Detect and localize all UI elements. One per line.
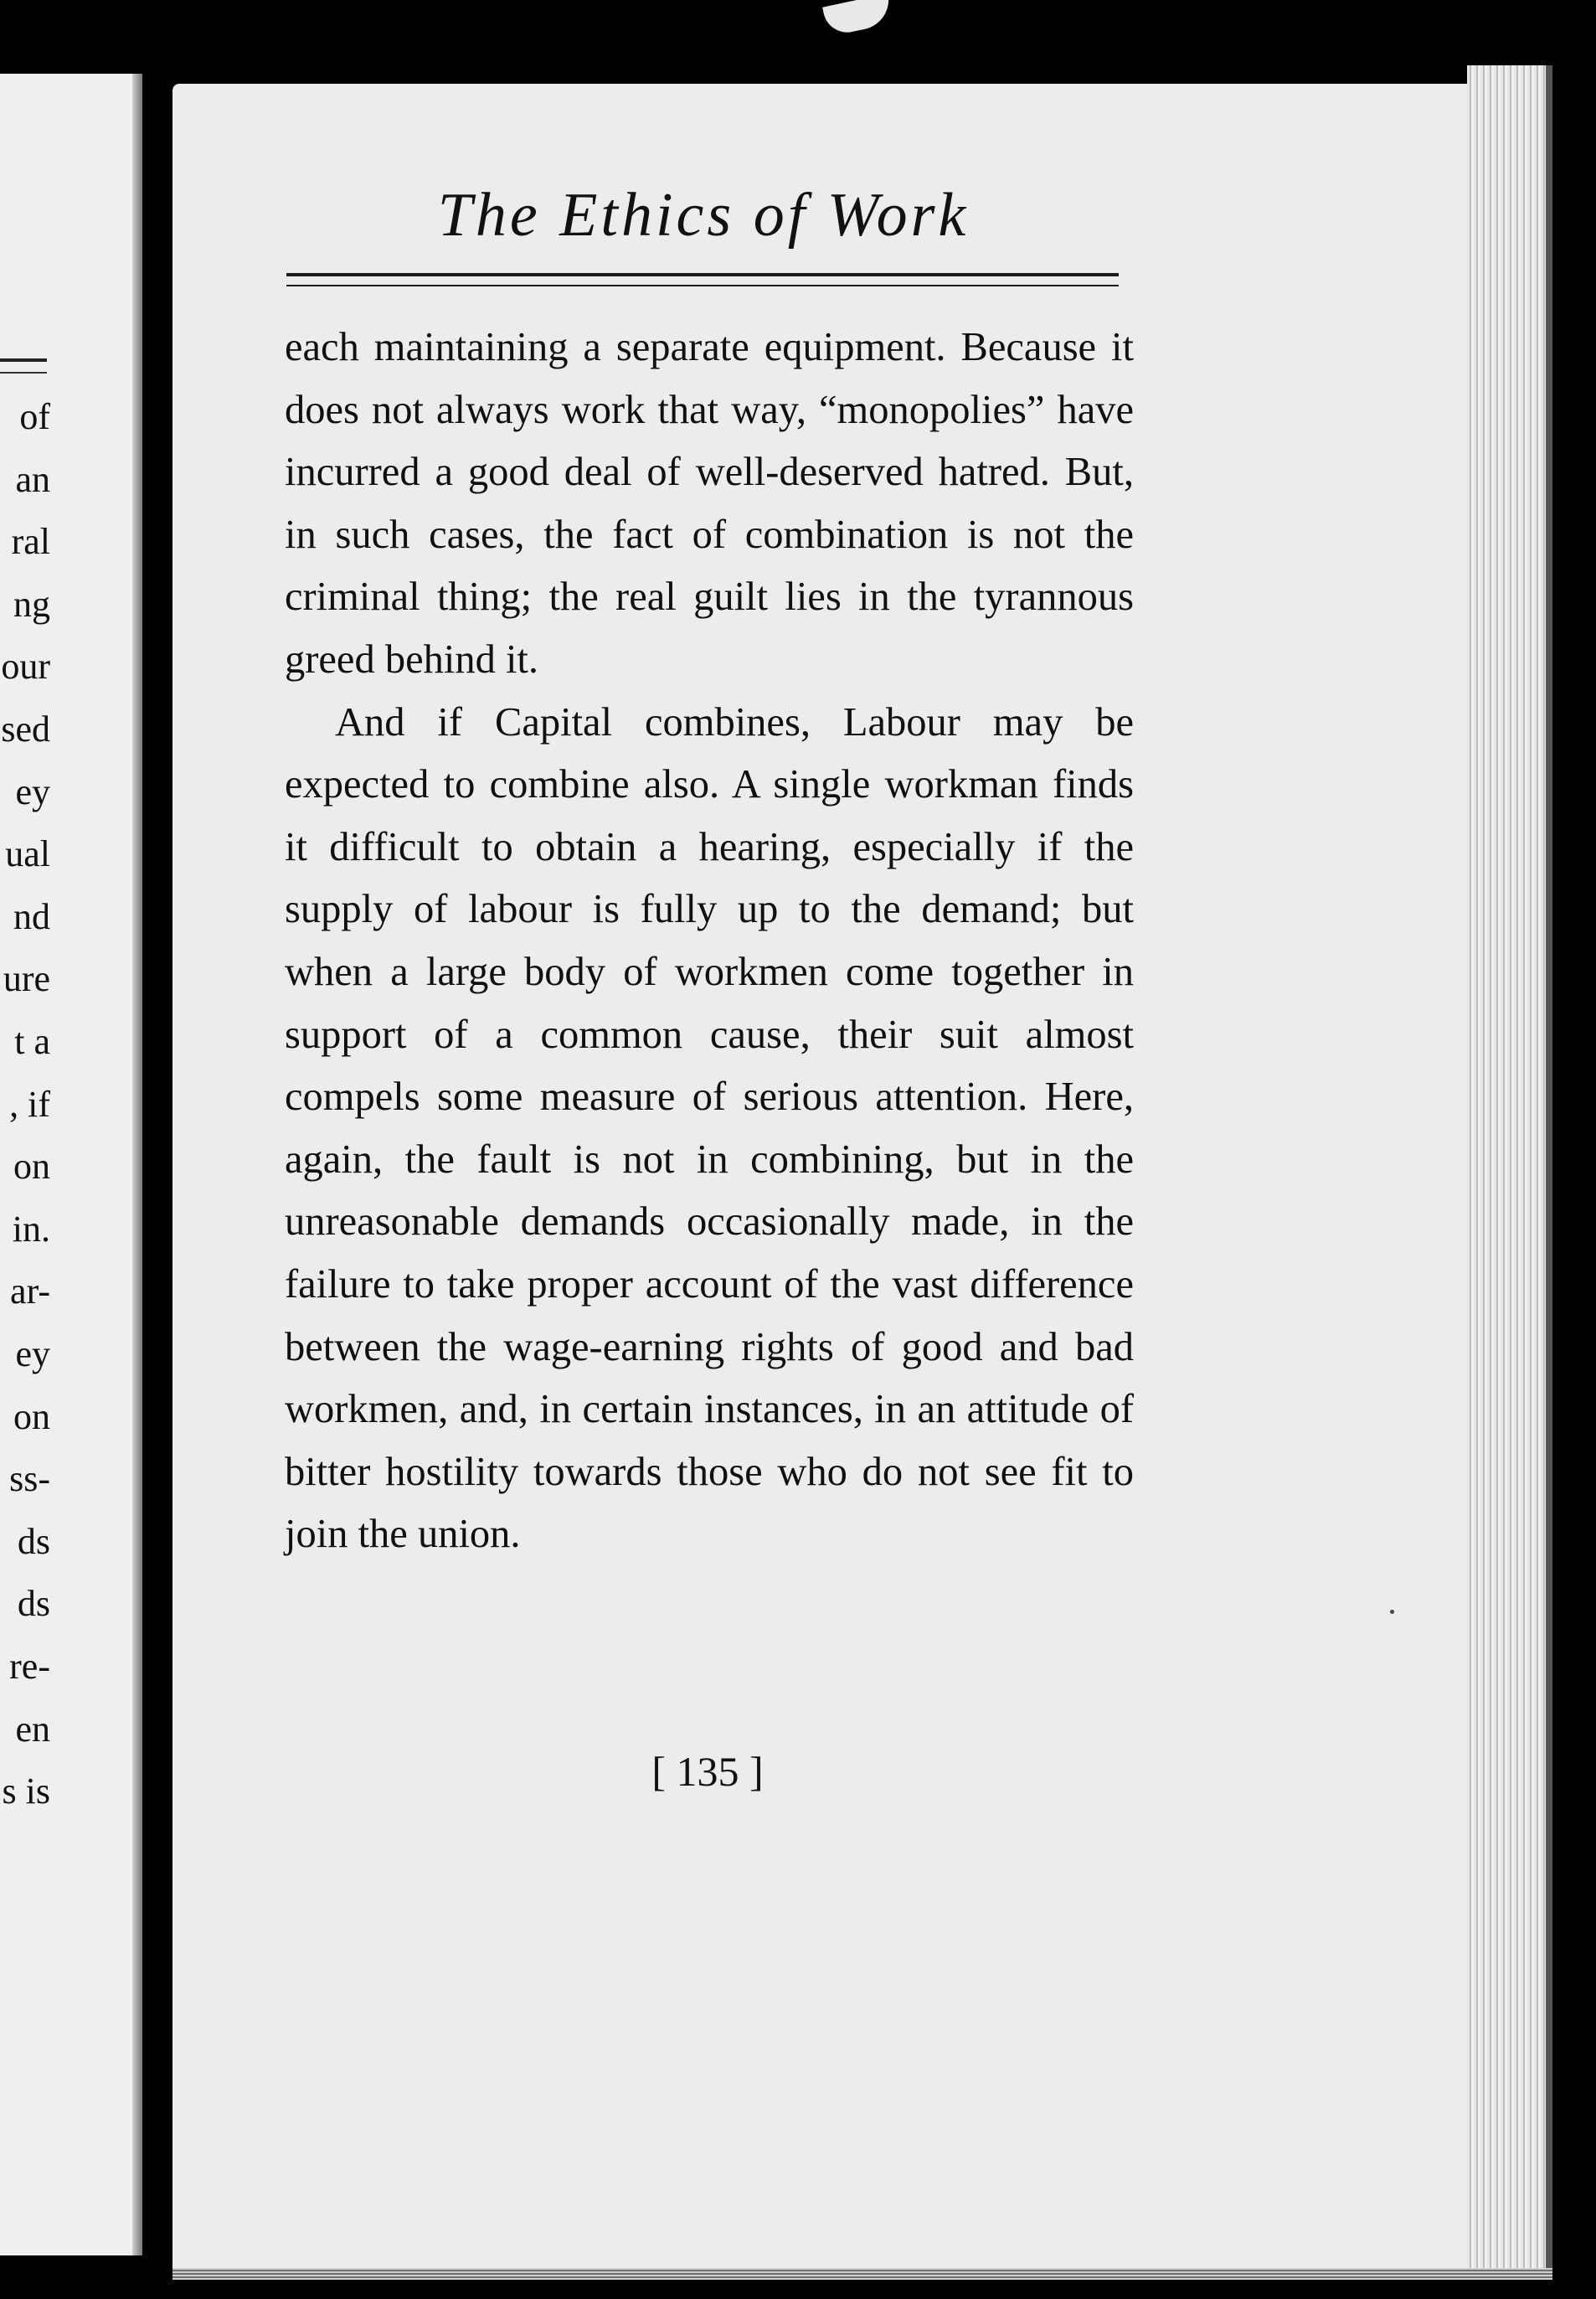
left-page-fragment: t a	[14, 1021, 50, 1062]
left-page-fragment: ds	[17, 1520, 50, 1562]
left-page-fragment: ar-	[10, 1271, 50, 1312]
ink-blot	[822, 0, 894, 37]
left-page-fragment: of	[19, 396, 50, 437]
left-page-fragment: ng	[13, 583, 50, 625]
left-page-fragment: on	[13, 1146, 50, 1188]
book-gutter	[132, 74, 142, 2255]
left-page-rule-thin	[0, 372, 47, 374]
page-number: [ 135 ]	[651, 1748, 764, 1795]
left-page-fragment: an	[15, 458, 50, 500]
left-page-fragment: en	[15, 1708, 50, 1750]
left-page-fragment: on	[13, 1395, 50, 1437]
page-edge-shadow	[1546, 65, 1552, 2270]
running-head-rule-thick	[286, 273, 1119, 276]
left-page-fragment: ual	[5, 833, 50, 875]
left-facing-page	[0, 74, 142, 2255]
left-page-rule	[0, 358, 47, 362]
left-page-fragment: ss-	[9, 1458, 50, 1500]
left-page-fragment: our	[1, 646, 50, 688]
left-page-fragment: re-	[9, 1646, 50, 1687]
page-stack-edge	[1467, 65, 1547, 2270]
paragraph-1: each maintaining a separate equipment. Because it does not always work that way, “monopolies” have incurred a good deal of well-deserved hatred. But, in such cases, the fact of combination is not the criminal thing; the real guilt lies in the tyrannous greed behind it.	[285, 325, 1134, 682]
left-page-fragment: ey	[15, 771, 50, 812]
running-head-rule-thin	[286, 285, 1119, 286]
left-page-fragment: ral	[11, 521, 50, 563]
body-text	[285, 317, 1134, 1566]
running-head: The Ethics of Work	[437, 181, 970, 250]
dust-speck	[1390, 1610, 1394, 1614]
left-page-fragment: ds	[17, 1583, 50, 1625]
left-page-fragment: ey	[15, 1333, 50, 1374]
left-page-fragment: , if	[9, 1083, 50, 1125]
left-page-fragment: sed	[1, 709, 50, 750]
left-page-fragment: ure	[3, 958, 50, 1000]
left-page-fragment: in.	[12, 1208, 50, 1250]
left-page-fragment: s is	[2, 1771, 50, 1812]
page-bottom-edge	[172, 2268, 1552, 2280]
left-page-fragment: nd	[13, 895, 50, 937]
paragraph-2: And if Capital combines, Labour may be expected to combine also. A single workman finds it difficult to obtain a hearing, especially if the supply of labour is fully up to the demand; but when a large body of workmen come together in support of a common cause, their suit almost compels some measure of serious attention. Here, again, the fault is not in combining, but in the unreasonable demands occasionally made, in the failure to take proper account of the vast difference between the wage-earning rights of good and bad workmen, and, in certain instances, in an attitude of bitter hostility towards those who do not see fit to join the union.	[285, 699, 1134, 1557]
